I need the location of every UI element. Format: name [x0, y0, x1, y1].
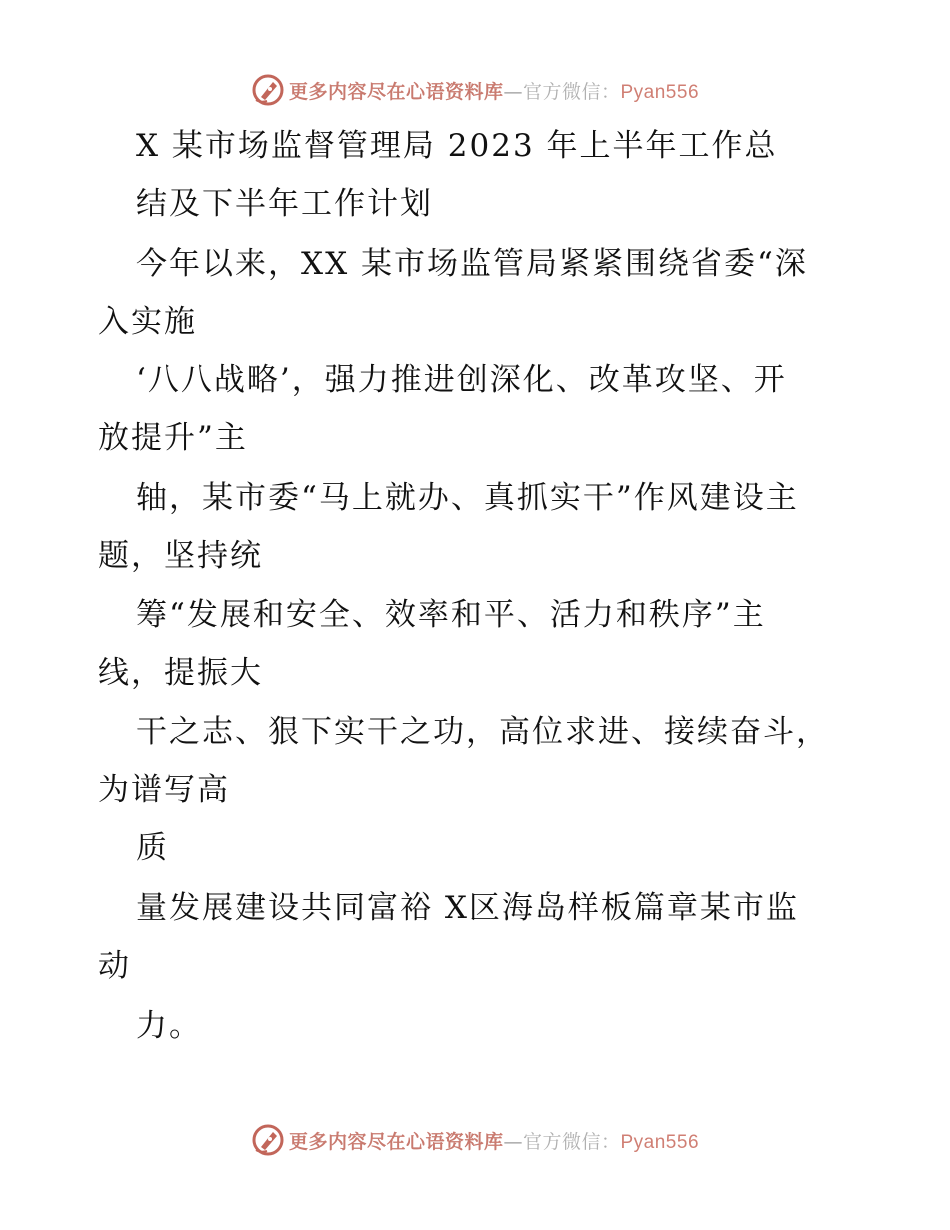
text-line: 质: [136, 830, 169, 866]
banner-separator: —: [503, 80, 523, 103]
text-line: 今年以来，XX 某市场监管局紧紧围绕省委“深: [136, 246, 808, 282]
text-line: 轴，某市委“马上就办、真抓实干”作风建设主: [136, 480, 799, 516]
banner-separator: —: [503, 1130, 523, 1153]
text-line: 放提升”主: [98, 420, 248, 456]
banner-main-text: 更多内容尽在心语资料库: [288, 1130, 504, 1153]
banner-text: [289, 77, 699, 104]
pen-nib-icon: [251, 1123, 285, 1157]
banner-main-text: 更多内容尽在心语资料库: [288, 80, 504, 103]
banner-content: [251, 1123, 699, 1157]
text-line: 筹“发展和安全、效率和平、活力和秩序”主: [136, 597, 766, 633]
title-line-1: X 某市场监督管理局 2023 年上半年工作总: [136, 128, 778, 164]
banner-handle: Pyan556: [620, 81, 700, 103]
text-line: 动: [98, 948, 131, 984]
banner-content: [251, 73, 699, 107]
text-line: 题，坚持统: [98, 538, 263, 574]
banner-label: 官方微信：: [522, 80, 621, 103]
title-line-2: 结及下半年工作计划: [136, 186, 433, 222]
pen-nib-icon: [251, 73, 285, 107]
header-banner: [0, 70, 950, 110]
banner-label: 官方微信：: [522, 1130, 621, 1153]
text-line: 干之志、狠下实干之功，高位求进、接续奋斗，: [136, 714, 829, 750]
text-line: ‘八八战略’，强力推进创深化、改革攻坚、开: [136, 362, 787, 398]
text-line: 为谱写高: [98, 772, 230, 808]
text-line: 力。: [136, 1008, 202, 1044]
text-line: 量发展建设共同富裕 X区海岛样板篇章某市监: [136, 890, 799, 926]
text-line: 线，提振大: [98, 655, 263, 691]
footer-banner: [0, 1120, 950, 1160]
banner-handle: Pyan556: [620, 1131, 700, 1153]
banner-text: [289, 1127, 699, 1154]
text-line: 入实施: [98, 304, 197, 340]
